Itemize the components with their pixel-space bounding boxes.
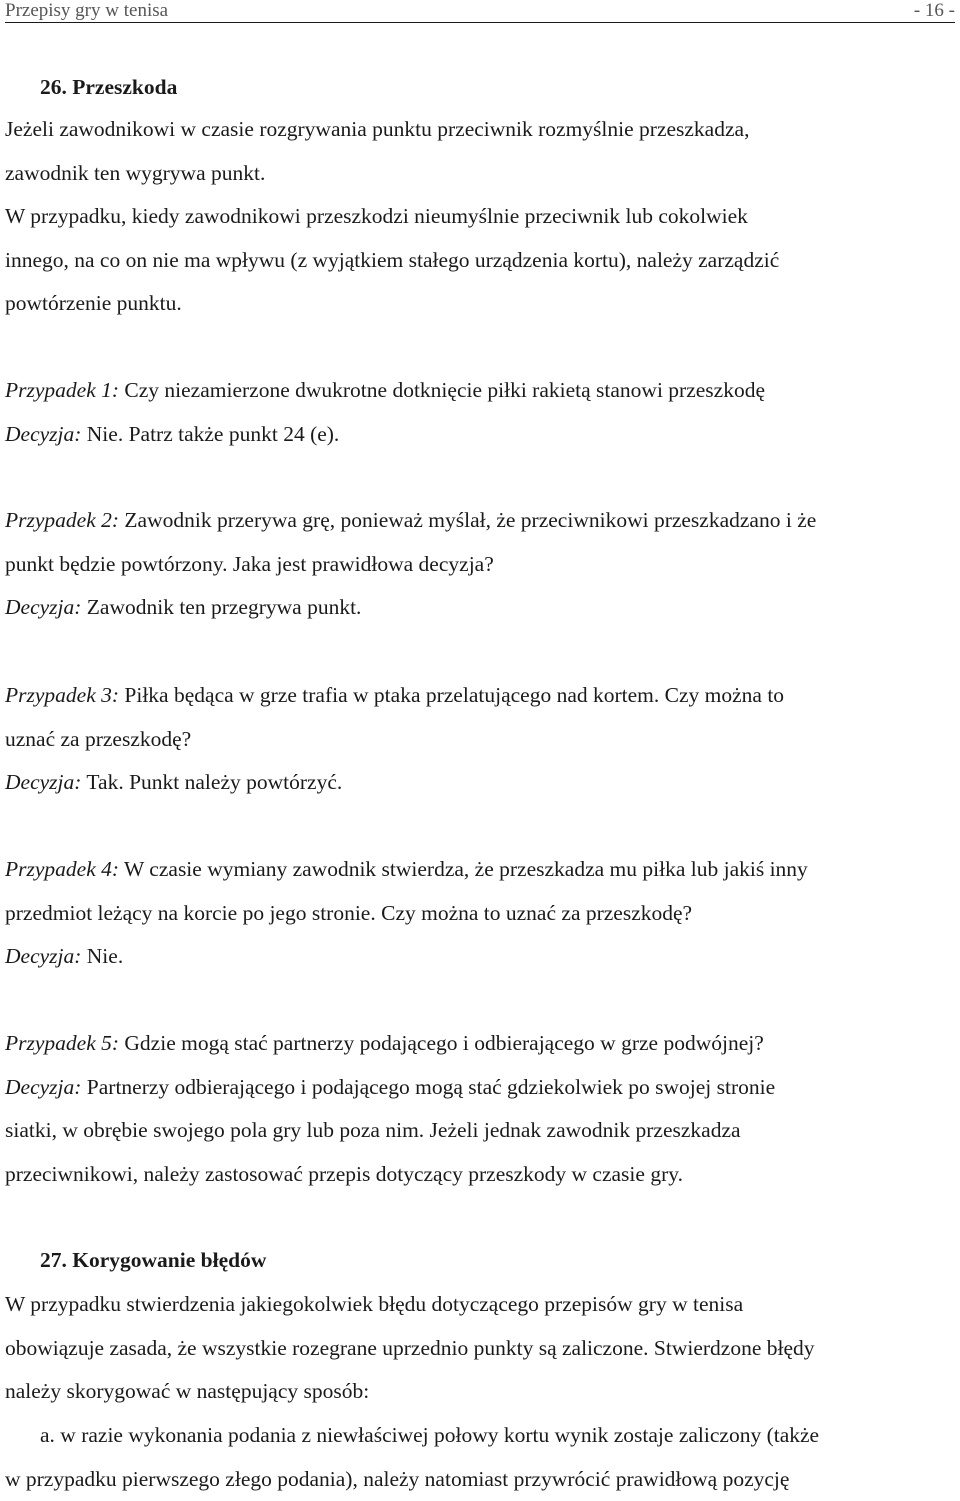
section-27-paragraph-1 [5, 1283, 955, 1414]
case-question-text: Gdzie mogą stać partnerzy podającego i odbierającego w grze podwójnej? [124, 1031, 763, 1055]
case-question-text: Czy niezamierzone dwukrotne dotknięcie piłki rakietą stanowi przeszkodę [124, 378, 765, 402]
text-line-content: Jeżeli zawodnikowi w czasie rozgrywania punktu przeciwnik rozmyślnie przeszkadza, [5, 108, 749, 152]
case-label: Przypadek 3: [5, 683, 119, 707]
case-3 [5, 674, 955, 805]
case-question-text: Piłka będąca w grze trafia w ptaka przelatującego nad kortem. Czy można to [124, 683, 784, 707]
case-question-line [5, 369, 955, 413]
decision-label: Decyzja: [5, 944, 81, 968]
text-line: zawodnik ten wygrywa punkt. [5, 152, 955, 196]
decision-text: Nie. Patrz także punkt 24 (e). [87, 422, 340, 446]
list-item-line: a. w razie wykonania podania z niewłaściwej połowy kortu wynik zostaje zaliczony (także [5, 1414, 955, 1458]
header-title: Przepisy gry w tenisa [5, 0, 168, 22]
case-label: Przypadek 5: [5, 1031, 119, 1055]
decision-line [5, 1066, 955, 1110]
decision-line [5, 413, 955, 457]
case-4 [5, 848, 955, 979]
decision-line [5, 586, 955, 630]
section-heading: 27. Korygowanie błędów [40, 1245, 266, 1275]
decision-line [5, 761, 955, 805]
case-question-line [5, 1022, 955, 1066]
decision-line [5, 935, 955, 979]
decision-label: Decyzja: [5, 1075, 81, 1099]
decision-line: przeciwnikowi, należy zastosować przepis dotyczący przeszkody w czasie gry. [5, 1153, 955, 1197]
case-question-line [5, 499, 955, 543]
decision-label: Decyzja: [5, 595, 81, 619]
case-2 [5, 499, 955, 630]
page-number: - 16 - [914, 0, 955, 22]
text-line: powtórzenie punktu. [5, 282, 955, 326]
case-question-line [5, 848, 955, 892]
section-26-paragraph-1 [5, 108, 955, 195]
decision-line: siatki, w obrębie swojego pola gry lub poza nim. Jeżeli jednak zawodnik przeszkadza [5, 1109, 955, 1153]
decision-label: Decyzja: [5, 422, 81, 446]
case-question-line: punkt będzie powtórzony. Jaka jest prawidłowa decyzja? [5, 543, 955, 587]
decision-text: Tak. Punkt należy powtórzyć. [86, 770, 342, 794]
decision-text: Partnerzy odbierającego i podającego mogą stać gdziekolwiek po swojej stronie [87, 1075, 775, 1099]
list-item-line: w przypadku pierwszego złego podania), należy natomiast przywrócić prawidłową pozycję [5, 1458, 955, 1501]
text-line [5, 108, 955, 152]
case-label: Przypadek 4: [5, 857, 119, 881]
case-label: Przypadek 1: [5, 378, 119, 402]
section-heading: 26. Przeszkoda [40, 72, 177, 102]
text-line: W przypadku, kiedy zawodnikowi przeszkodzi nieumyślnie przeciwnik lub cokolwiek [5, 195, 955, 239]
decision-text: Nie. [87, 944, 123, 968]
text-line: W przypadku stwierdzenia jakiegokolwiek błędu dotyczącego przepisów gry w tenisa [5, 1283, 955, 1327]
case-label: Przypadek 2: [5, 508, 119, 532]
case-5 [5, 1022, 955, 1196]
case-question-line [5, 674, 955, 718]
case-question-line: przedmiot leżący na korcie po jego stronie. Czy można to uznać za przeszkodę? [5, 892, 955, 936]
section-26-paragraph-2 [5, 195, 955, 326]
text-line: należy skorygować w następujący sposób: [5, 1370, 955, 1414]
text-line: innego, na co on nie ma wpływu (z wyjątkiem stałego urządzenia kortu), należy zarządzić [5, 239, 955, 283]
case-question-text: Zawodnik przerywa grę, ponieważ myślał, że przeciwnikowi przeszkadzano i że [124, 508, 816, 532]
section-27-item-a [5, 1414, 955, 1501]
case-question-text: W czasie wymiany zawodnik stwierdza, że przeszkadza mu piłka lub jakiś inny [124, 857, 808, 881]
decision-label: Decyzja: [5, 770, 81, 794]
decision-text: Zawodnik ten przegrywa punkt. [87, 595, 362, 619]
text-line: obowiązuje zasada, że wszystkie rozegrane uprzednio punkty są zaliczone. Stwierdzone błędy [5, 1327, 955, 1371]
page-header [5, 0, 955, 23]
case-1 [5, 369, 955, 456]
case-question-line: uznać za przeszkodę? [5, 718, 955, 762]
